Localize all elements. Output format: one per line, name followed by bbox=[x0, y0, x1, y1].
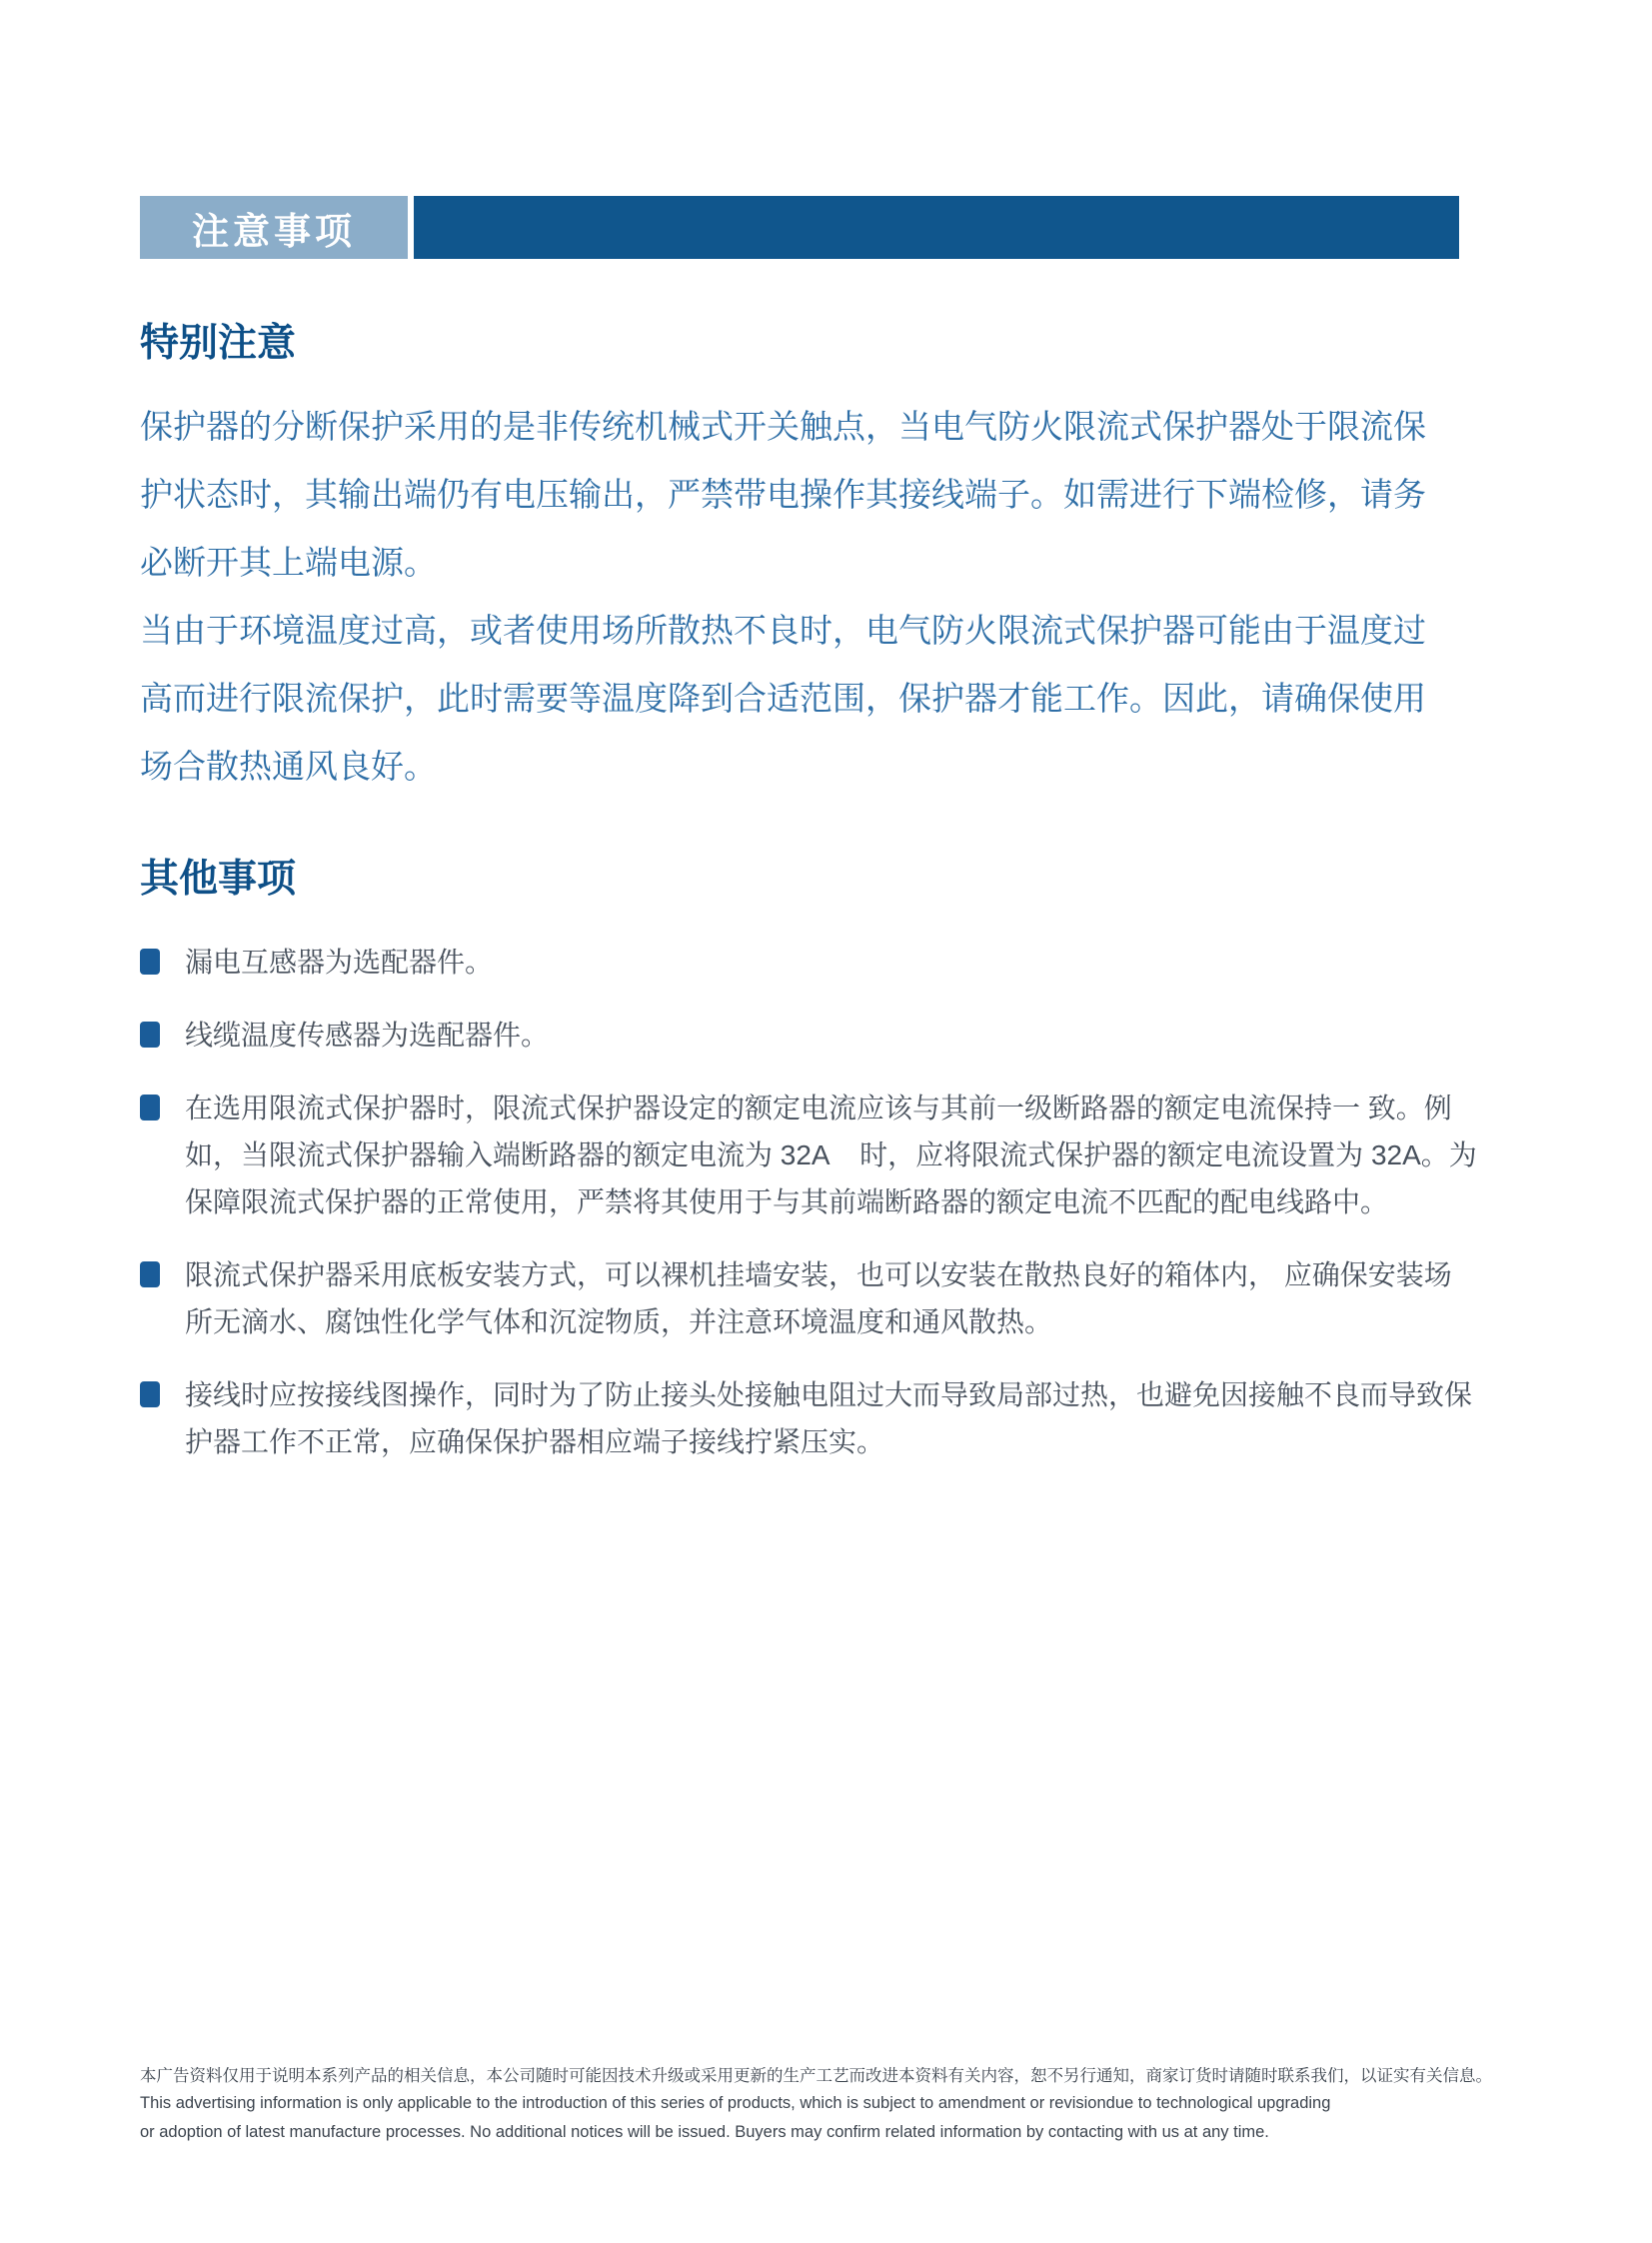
bullet-square-icon bbox=[140, 1095, 160, 1121]
banner-bar bbox=[414, 196, 1459, 259]
list-item bbox=[140, 1371, 1478, 1465]
other-notes-section bbox=[140, 856, 1479, 1491]
list-item bbox=[140, 1085, 1478, 1225]
special-paragraph-1: 保护器的分断保护采用的是非传统机械式开关触点，当电气防火限流式保护器处于限流保护状态时，其输出端仍有电压输出，严禁带电操作其接线端子。如需进行下端检修，请务必断开其上端电源。 bbox=[140, 408, 1426, 581]
bullet-square-icon bbox=[140, 949, 160, 975]
list-item bbox=[140, 939, 1478, 986]
list-item bbox=[140, 1251, 1478, 1345]
page-footer bbox=[140, 2063, 1519, 2147]
other-notes-list bbox=[140, 939, 1479, 1465]
special-notes-title: 特别注意 bbox=[140, 322, 297, 365]
footer-disclaimer-zh: 本广告资料仅用于说明本系列产品的相关信息，本公司随时可能因技术升级或采用更新的生产工艺而改进本资料有关内容，恕不另行通知，商家订货时请随时联系我们，以证实有关信息。 bbox=[140, 2067, 1492, 2085]
bullet-square-icon bbox=[140, 1022, 160, 1048]
other-notes-title: 其他事项 bbox=[140, 858, 297, 901]
note-text: 在选用限流式保护器时，限流式保护器设定的额定电流应该与其前一级断路器的额定电流保持一 致。例如，当限流式保护器输入端断路器的额定电流为 32A 时，应将限流式保护器的额定电流设置为 32A。为保障限流式保护器的正常使用，严禁将其使用于与其前端断路器的额定电流不匹配的配电线路中。 bbox=[185, 1093, 1477, 1217]
note-text: 限流式保护器采用底板安装方式，可以裸机挂墙安装，也可以安装在散热良好的箱体内， 应确保安装场所无滴水、腐蚀性化学气体和沉淀物质，并注意环境温度和通风散热。 bbox=[185, 1259, 1452, 1337]
footer-disclaimer-en-line2: or adoption of latest manufacture processes. No additional notices will be issued. Buyers may confirm related information by contacting with us at any time. bbox=[140, 2123, 1269, 2141]
banner-title: 注意事项 bbox=[140, 196, 408, 259]
note-text: 线缆温度传感器为选配器件。 bbox=[185, 1020, 550, 1051]
special-paragraph-2: 当由于环境温度过高，或者使用场所散热不良时，电气防火限流式保护器可能由于温度过高而进行限流保护，此时需要等温度降到合适范围，保护器才能工作。因此，请确保使用场合散热通风良好。 bbox=[140, 612, 1426, 785]
footer-disclaimer-en-line1: This advertising information is only applicable to the introduction of this series of products, which is subject to amendment or revisiondue to technological upgrading bbox=[140, 2094, 1331, 2112]
page-banner bbox=[140, 196, 1459, 259]
list-item bbox=[140, 1012, 1478, 1059]
bullet-square-icon bbox=[140, 1381, 160, 1407]
special-notes-section bbox=[140, 320, 1449, 801]
note-text: 接线时应按接线图操作，同时为了防止接头处接触电阻过大而导致局部过热，也避免因接触不良而导致保护器工作不正常，应确保保护器相应端子接线拧紧压实。 bbox=[185, 1379, 1473, 1457]
bullet-square-icon bbox=[140, 1261, 160, 1287]
note-text: 漏电互感器为选配器件。 bbox=[185, 947, 494, 978]
